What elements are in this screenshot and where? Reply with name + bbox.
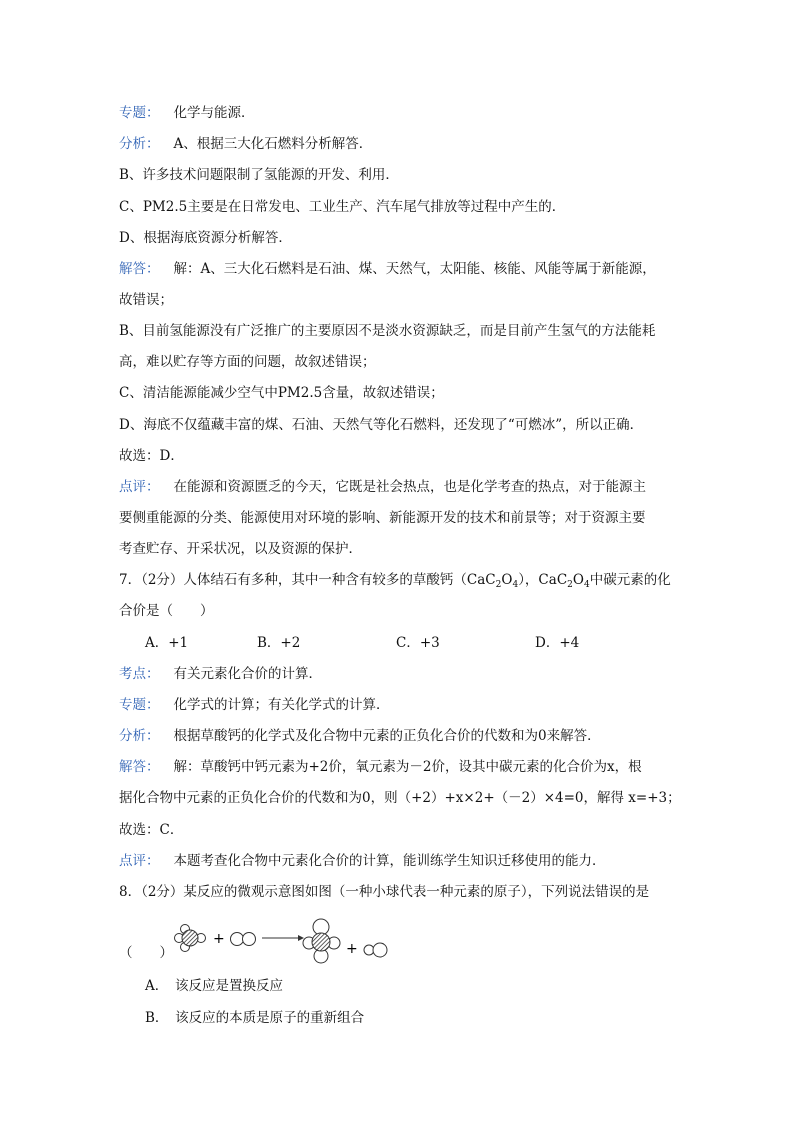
product-molecule-1	[303, 919, 340, 963]
q7-option-b[interactable]: B．+2	[257, 635, 301, 651]
zhuanti-label: 专题：	[119, 697, 160, 713]
q7-dianping-text: 本题考查化合物中元素化合价的计算，能训练学生知识迁移使用的能力．	[173, 853, 606, 869]
q7-option-c[interactable]: C．+3	[396, 635, 440, 651]
q7-jieda-text-3: 故选：C．	[119, 822, 184, 838]
fenxi-label: 分析：	[119, 136, 160, 152]
jieda-text-2: 故错误；	[119, 292, 173, 308]
plus-sign: +	[213, 931, 225, 947]
jieda-text-3: B、目前氢能源没有广泛推广的主要原因不是淡水资源缺乏，而是目前产生氢气的方法能耗	[119, 323, 656, 339]
zhuanti-text: 化学与能源．	[173, 105, 255, 121]
dianping-text-1: 在能源和资源匮乏的今天，它既是社会热点，也是化学考查的热点，对于能源主	[173, 479, 646, 495]
dianping-row	[119, 477, 646, 497]
dianping-text-3: 考查贮存、开采状况，以及资源的保护．	[119, 541, 362, 557]
q7-stem-1: 7．（2分）人体结石有多种，其中一种含有较多的草酸钙$(CaC_2O_4)$，$CaC_2O_4$中碳元素的化	[119, 572, 671, 590]
jieda-label: 解答：	[119, 759, 160, 775]
q7-option-a[interactable]: A．+1	[145, 635, 189, 651]
fenxi-label: 分析：	[119, 728, 160, 744]
q7-kaodian-row	[119, 664, 322, 684]
zhuanti-row	[119, 103, 255, 123]
jieda-text-7: 故选：D．	[119, 448, 184, 464]
jieda-text-1: 解：A、三大化石燃料是石油、煤、天然气，太阳能、核能、风能等属于新能源，	[173, 261, 656, 277]
q7-fenxi-text: 根据草酸钙的化学式及化合物中元素的正负化合价的代数和为0来解答．	[173, 728, 601, 744]
q8-option-b[interactable]: B． 该反应的本质是原子的重新组合	[145, 1010, 365, 1026]
q8-option-a[interactable]: A． 该反应是置换反应	[145, 978, 283, 994]
fenxi-text: A、根据三大化石燃料分析解答．	[173, 136, 373, 152]
q7-jieda-row	[119, 757, 642, 777]
q7-jieda-text-2: 据化合物中元素的正负化合价的代数和为0，则（+2）+x×2+（－2）×4=0，解得 x=+3；	[119, 790, 681, 806]
jieda-text-6: D、海底不仅蕴藏丰富的煤、石油、天然气等化石燃料，还发现了“可燃冰”，所以正确．	[119, 417, 644, 433]
q7-stem-2: 合价是（ ）	[119, 603, 214, 619]
jieda-label: 解答：	[119, 261, 160, 277]
product-molecule-2	[364, 943, 387, 957]
dianping-text-2: 要侧重能源的分类、能源使用对环境的影响、新能源开发的技术和前景等；对于资源主要	[119, 510, 646, 526]
q8-stem-2: （ ）	[119, 945, 173, 961]
jieda-text-4: 高，难以贮存等方面的问题，故叙述错误；	[119, 354, 376, 370]
plus-sign: +	[346, 941, 358, 957]
fenxi-row	[119, 134, 372, 154]
q7-zhuanti-text: 化学式的计算；有关化学式的计算．	[173, 697, 390, 713]
zhuanti-label: 专题：	[119, 105, 160, 121]
q8-stem-1: 8．（2分）某反应的微观示意图如图（一种小球代表一种元素的原子），下列说法错误的是	[119, 884, 650, 900]
kaodian-label: 考点：	[119, 666, 160, 682]
reactant-molecule-1	[175, 925, 206, 952]
q7-jieda-text-1: 解：草酸钙中钙元素为+2价，氧元素为－2价，设其中碳元素的化合价为x，根	[173, 759, 642, 775]
q7-option-d[interactable]: D．+4	[535, 635, 580, 651]
dianping-label: 点评：	[119, 853, 160, 869]
fenxi-b: B、许多技术问题限制了氢能源的开发、利用．	[119, 167, 399, 183]
q7-kaodian-text: 有关元素化合价的计算．	[173, 666, 322, 682]
reaction-arrow	[262, 935, 304, 941]
dianping-label: 点评：	[119, 479, 160, 495]
reaction-diagram	[170, 918, 400, 968]
jieda-text-5: C、清洁能源能减少空气中PM2.5含量，故叙述错误；	[119, 385, 444, 401]
jieda-row	[119, 259, 656, 279]
fenxi-c: C、PM2.5主要是在日常发电、工业生产、汽车尾气排放等过程中产生的．	[119, 199, 566, 215]
q7-zhuanti-row	[119, 695, 390, 715]
q7-fenxi-row	[119, 726, 601, 746]
q7-dianping-row	[119, 851, 606, 871]
reactant-molecule-2	[231, 933, 256, 946]
fenxi-d: D、根据海底资源分析解答．	[119, 230, 292, 246]
